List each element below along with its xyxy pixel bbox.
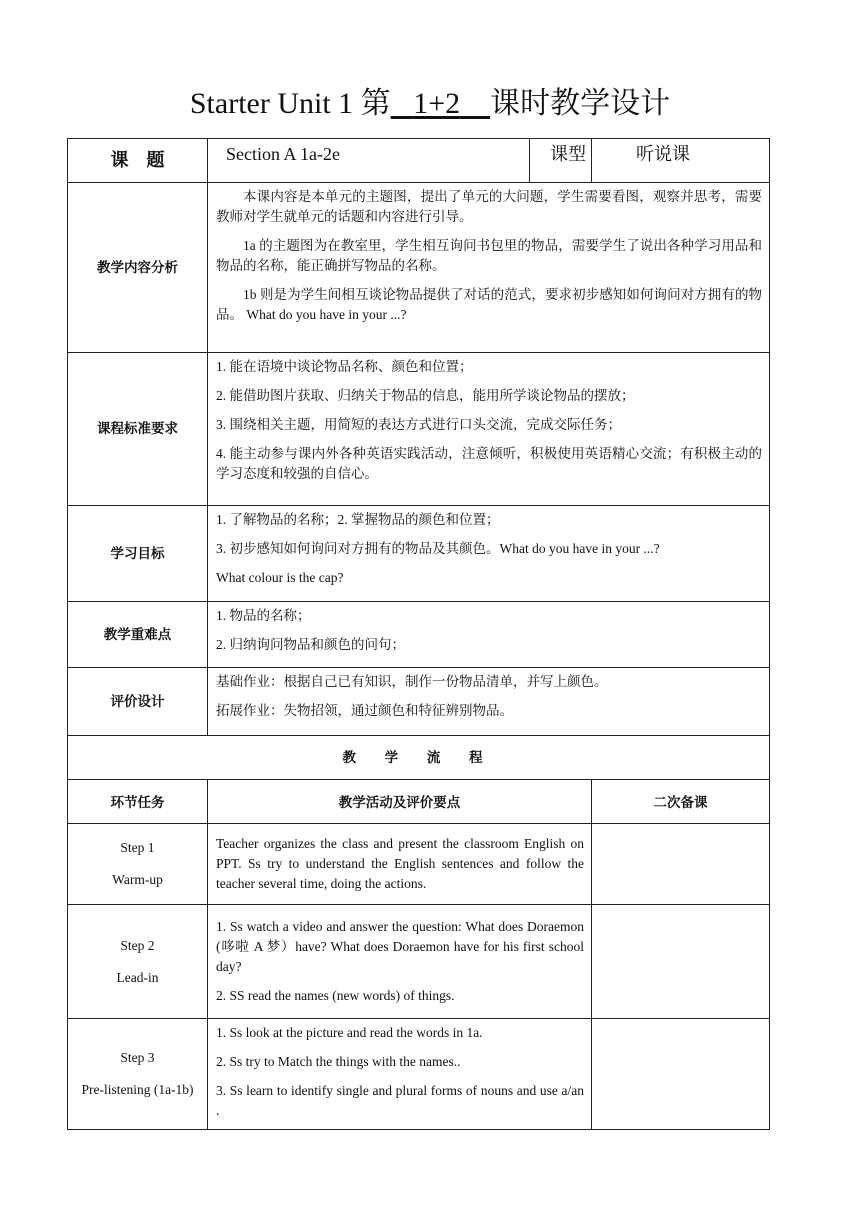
title-suffix: 课时教学设计 xyxy=(490,87,671,120)
activity-item: 1. Ss look at the picture and read the words in 1a. xyxy=(216,1025,483,1040)
standards-row xyxy=(68,353,770,506)
evaluation-item: 拓展作业：失物招领，通过颜色和特征辨别物品。 xyxy=(216,703,513,718)
topic-value: Section A 1a-2e xyxy=(208,139,530,183)
step-cell xyxy=(68,905,208,1019)
step-row xyxy=(68,1019,770,1130)
step-name: Pre-listening (1a-1b) xyxy=(81,1082,194,1097)
flow-header-row xyxy=(68,780,770,824)
key-points-content xyxy=(208,602,770,668)
step-activities xyxy=(208,824,592,905)
key-points-item: 2. 归纳询问物品和颜色的问句； xyxy=(216,637,405,652)
col-task-header: 环节任务 xyxy=(68,780,208,824)
analysis-paragraph: 1b 则是为学生间相互谈论物品提供了对话的范式，要求初步感知如何询问对方拥有的物品。 What do you have in your ...? xyxy=(216,287,763,322)
step-number: Step 1 xyxy=(120,840,155,855)
activity-item: 2. Ss try to Match the things with the names.. xyxy=(216,1054,461,1069)
step-activities xyxy=(208,905,592,1019)
col-activity-header: 教学活动及评价要点 xyxy=(208,780,592,824)
activity-item: 3. Ss learn to identify single and plural forms of nouns and use a/an . xyxy=(216,1083,585,1118)
step-notes xyxy=(592,1019,770,1130)
key-points-row xyxy=(68,602,770,668)
key-points-label: 教学重难点 xyxy=(68,602,208,668)
objectives-item: 3. 初步感知如何询问对方拥有的物品及其颜色。What do you have in your ...? xyxy=(216,541,660,556)
evaluation-item: 基础作业：根据自己已有知识，制作一份物品清单，并写上颜色。 xyxy=(216,674,608,689)
standards-content xyxy=(208,353,770,506)
type-value: 听说课 xyxy=(592,139,770,183)
key-points-item: 1. 物品的名称； xyxy=(216,608,311,623)
standards-item: 3. 围绕相关主题，用简短的表达方式进行口头交流，完成交际任务； xyxy=(216,417,621,432)
flow-title: 教 学 流 程 xyxy=(68,736,770,780)
step-notes xyxy=(592,905,770,1019)
evaluation-content xyxy=(208,668,770,736)
objectives-item: What colour is the cap? xyxy=(216,570,344,585)
step-notes xyxy=(592,824,770,905)
activity-item: 1. Ss watch a video and answer the question: What does Doraemon (哆啦 A 梦）have? What does Doraemon have for his first school day? xyxy=(216,919,585,974)
objectives-item: 1. 了解物品的名称；2. 掌握物品的颜色和位置； xyxy=(216,512,500,527)
step-row xyxy=(68,905,770,1019)
step-name: Lead-in xyxy=(116,969,159,985)
step-cell xyxy=(68,1019,208,1130)
page-title xyxy=(0,84,860,124)
title-period: 1+2 xyxy=(413,87,461,120)
standards-label: 课程标准要求 xyxy=(68,353,208,506)
analysis-content xyxy=(208,183,770,353)
step-number: Step 3 xyxy=(120,1050,155,1065)
step-name: Warm-up xyxy=(112,872,163,887)
standards-item: 4. 能主动参与课内外各种英语实践活动，注意倾听，积极使用英语精心交流；有积极主动的学习态度和较强的自信心。 xyxy=(216,446,763,481)
col-notes-header: 二次备课 xyxy=(592,780,770,824)
lesson-plan-table xyxy=(67,138,770,1130)
activity-item: Teacher organizes the class and present the classroom English on PPT. Ss try to understand the English sentences and follow the teacher several time, doing the actions. xyxy=(216,836,585,891)
objectives-content xyxy=(208,506,770,602)
objectives-row xyxy=(68,506,770,602)
topic-row xyxy=(68,139,770,183)
evaluation-label: 评价设计 xyxy=(68,668,208,736)
title-prefix: Starter Unit 1 第 xyxy=(189,87,391,120)
analysis-paragraph: 1a 的主题图为在教室里，学生相互询问书包里的物品，需要学生了说出各种学习用品和物品的名称，能正确拼写物品的名称。 xyxy=(216,238,763,273)
analysis-row xyxy=(68,183,770,353)
analysis-paragraph: 本课内容是本单元的主题图，提出了单元的大问题，学生需要看图，观察并思考，需要教师对学生就单元的话题和内容进行引导。 xyxy=(216,189,763,224)
analysis-label: 教学内容分析 xyxy=(68,183,208,353)
step-activities xyxy=(208,1019,592,1130)
topic-label: 课 题 xyxy=(68,139,208,183)
type-label: 课型 xyxy=(530,139,592,183)
step-cell xyxy=(68,824,208,905)
standards-item: 1. 能在语境中谈论物品名称、颜色和位置； xyxy=(216,359,473,374)
evaluation-row xyxy=(68,668,770,736)
objectives-label: 学习目标 xyxy=(68,506,208,602)
flow-title-row xyxy=(68,736,770,780)
activity-item: 2. SS read the names (new words) of things. xyxy=(216,988,455,1003)
step-number: Step 2 xyxy=(120,937,155,953)
step-row xyxy=(68,824,770,905)
standards-item: 2. 能借助图片获取、归纳关于物品的信息，能用所学谈论物品的摆放； xyxy=(216,388,635,403)
